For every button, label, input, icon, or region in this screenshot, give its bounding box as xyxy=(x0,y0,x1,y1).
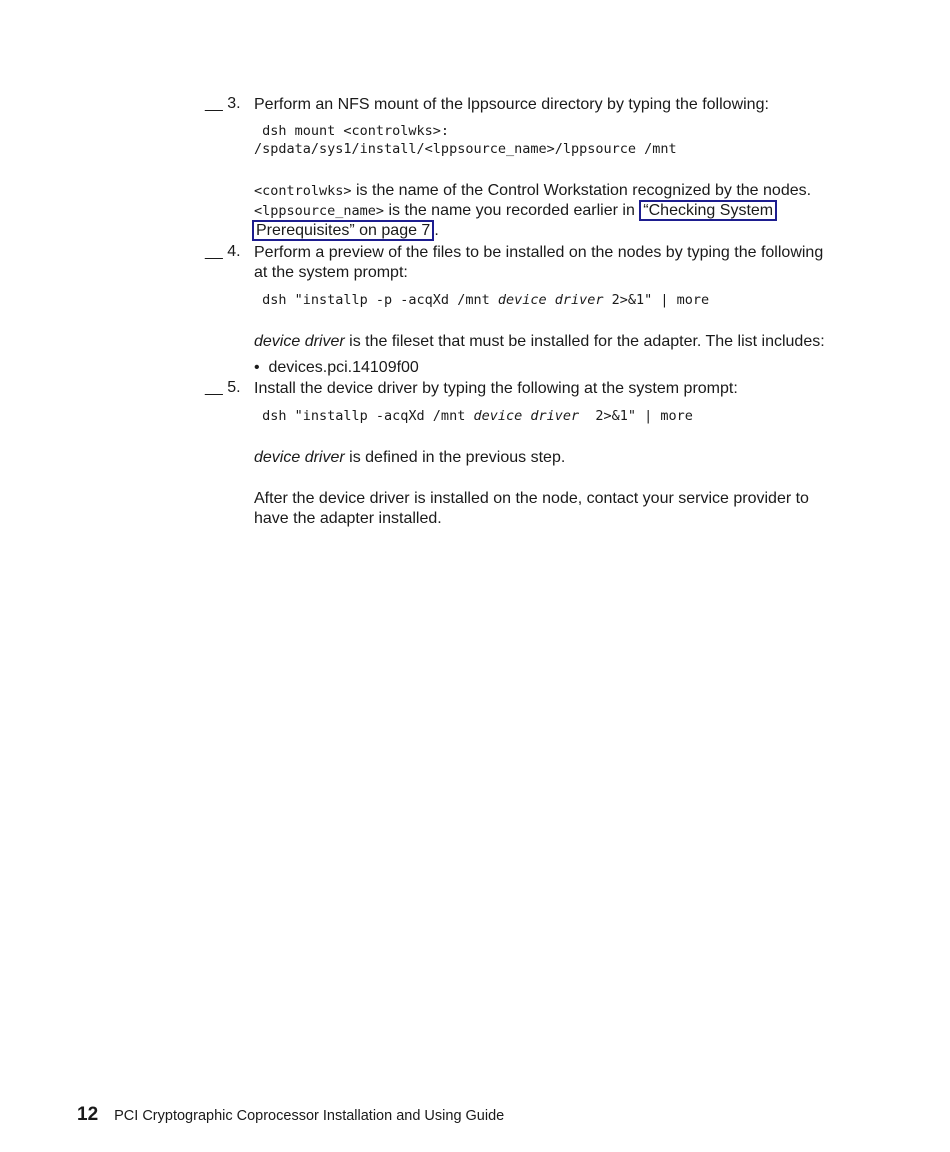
term-device-driver: device driver xyxy=(254,333,345,350)
code-line: /spdata/sys1/install/<lppsource_name>/lppsource /mnt xyxy=(254,141,677,157)
step-instruction: at the system prompt: xyxy=(254,264,408,281)
step-marker: __ 5. xyxy=(205,379,241,396)
explanation xyxy=(254,181,854,201)
code-text: 2>&1" | more xyxy=(603,292,710,308)
step-instruction: Perform an NFS mount of the lppsource directory by typing the following: xyxy=(254,96,769,113)
code-text: dsh "installp -acqXd /mnt xyxy=(254,408,474,424)
list-item-text: devices.pci.14109f00 xyxy=(268,359,419,376)
explanation xyxy=(254,448,854,468)
explanation-text: is the fileset that must be installed for the adapter. The list includes: xyxy=(344,333,825,350)
page-number: 12 xyxy=(77,1104,99,1125)
step-marker: __ 3. xyxy=(205,95,241,112)
term-lppsource-name: <lppsource_name> xyxy=(254,203,385,219)
code-block xyxy=(254,122,854,158)
explanation xyxy=(254,201,854,221)
code-line xyxy=(254,407,854,425)
step-marker: __ 4. xyxy=(205,243,241,260)
code-text: dsh "installp -p -acqXd /mnt xyxy=(254,292,498,308)
page-footer xyxy=(77,1104,504,1126)
closing-text: have the adapter installed. xyxy=(254,510,442,527)
code-line xyxy=(254,291,864,309)
code-variable: device driver xyxy=(473,408,580,424)
cross-reference-link[interactable]: Prerequisites” on page 7 xyxy=(252,220,434,241)
explanation-text: . xyxy=(434,222,439,239)
step-body xyxy=(254,243,864,378)
document-title: PCI Cryptographic Coprocessor Installation and Using Guide xyxy=(114,1108,505,1124)
explanation xyxy=(252,221,854,241)
explanation-text: is the name you recorded earlier in xyxy=(384,202,640,219)
explanation-text: is defined in the previous step. xyxy=(344,449,566,466)
term-controlwks: <controlwks> xyxy=(254,183,352,199)
step-body xyxy=(254,95,854,241)
term-device-driver: device driver xyxy=(254,449,345,466)
step-instruction: Install the device driver by typing the following at the system prompt: xyxy=(254,380,738,397)
code-line: dsh mount <controlwks>: xyxy=(254,123,450,139)
list-item xyxy=(254,358,864,378)
step-body xyxy=(254,379,854,529)
code-variable: device driver xyxy=(497,292,604,308)
step-instruction: Perform a preview of the files to be installed on the nodes by typing the following xyxy=(254,244,824,261)
closing-text: After the device driver is installed on the node, contact your service provider to xyxy=(254,490,809,507)
cross-reference-link[interactable]: “Checking System xyxy=(639,200,777,221)
explanation xyxy=(254,332,864,352)
explanation-text: is the name of the Control Workstation recognized by the nodes. xyxy=(351,182,812,199)
bullet-icon: • xyxy=(254,359,269,376)
code-text: 2>&1" | more xyxy=(579,408,693,424)
